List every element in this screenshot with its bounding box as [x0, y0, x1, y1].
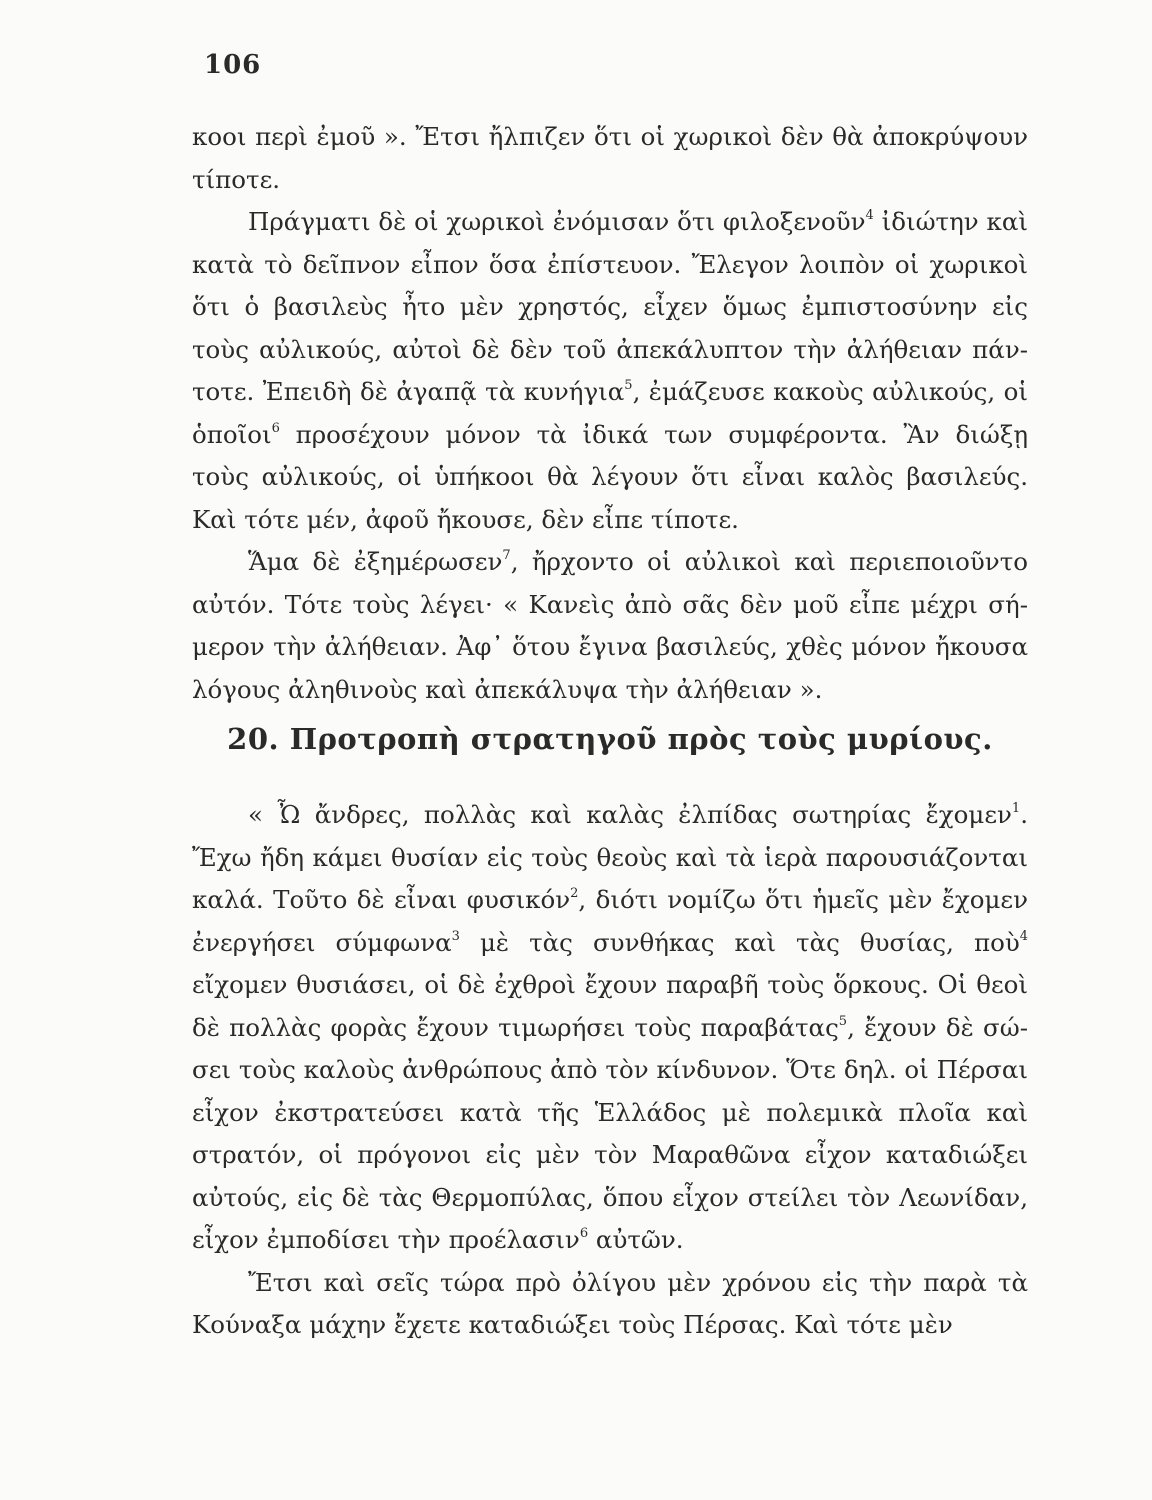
paragraph: [192, 201, 1028, 541]
footnote-marker: 7: [502, 548, 511, 563]
text-run: , ἐμάζευσε κακοὺς αὐλικούς, οἱ ὁποῖοι: [192, 377, 1028, 449]
footnote-marker: 6: [579, 1226, 589, 1241]
footnote-marker: 5: [838, 1013, 848, 1029]
footnote-marker: 2: [570, 886, 579, 901]
paragraph: [192, 1262, 1028, 1347]
footnote-marker: 1: [1011, 801, 1021, 816]
footnote-marker: 6: [271, 420, 280, 436]
paragraph: [192, 116, 1028, 201]
text-run: μὲ τὰς συνθήκας καὶ τὰς θυσίας, ποὺ: [459, 927, 1020, 957]
text-run: , ἔχουν δὲ σώσει τοὺς καλοὺς ἀνθρώπους ἀπὸ τὸν κίνδυνον. Ὅτε δηλ. οἱ Πέρσαι εἶχον ἐκστρατεύσει κατὰ τῆς Ἑλλάδος μὲ πολεμικὰ πλοῖα καὶ στρατόν, οἱ πρόγονοι εἰς μὲν τὸν Μαραθῶνα εἶχον καταδιώξει αὐτούς, εἰς δὲ τὰς Θερμοπύλας, ὅπου εἶχον στείλει τὸν Λεωνίδαν, εἶχον ἐμποδίσει τὴν προέλασιν: [192, 1012, 1028, 1254]
body-text-section-20: [192, 794, 1028, 1347]
text-run: κοοι περὶ ἐμοῦ ». Ἔτσι ἤλπιζεν ὅτι οἱ χωρικοὶ δὲν θὰ ἀποκρύψουν τίποτε.: [192, 122, 1028, 194]
text-run: προσέχουν μόνον τὰ ἰδικά των συμφέροντα. Ἂν διώξῃ τοὺς αὐλικούς, οἱ ὑπήκοοι θὰ λέγουν ὅτι εἶναι καλὸς βασιλεύς. Καὶ τότε μέν, ἀφοῦ ἤκουσε, δὲν εἶπε τίποτε.: [192, 419, 1028, 534]
text-run: Πράγματι δὲ οἱ χωρικοὶ ἐνόμισαν ὅτι φιλοξενοῦν: [248, 207, 866, 236]
text-run: αὐτῶν.: [588, 1225, 684, 1254]
paragraph: [192, 794, 1028, 1262]
text-run: Ἅμα δὲ ἐξημέρωσεν: [248, 547, 503, 576]
footnote-marker: 5: [624, 378, 633, 393]
footnote-marker: 4: [1019, 928, 1028, 944]
text-run: , ἤρχοντο οἱ αὐλικοὶ καὶ περιεποιοῦντο αὐτόν. Τότε τοὺς λέγει· « Κανεὶς ἀπὸ σᾶς δὲν μοῦ εἶπε μέχρι σήμερον τὴν ἀλήθειαν. Ἀφ᾽ ὅτου ἔγινα βασιλεύς, χθὲς μόνον ἤκουσα λόγους ἀληθινοὺς καὶ ἀπεκάλυψα τὴν ἀλήθειαν ».: [192, 547, 1028, 704]
section-heading: 20. Προτροπὴ στρατηγοῦ πρὸς τοὺς μυρίους.: [227, 722, 993, 756]
page-number: 106: [204, 50, 262, 80]
text-run: Ἔτσι καὶ σεῖς τώρα πρὸ ὀλίγου μὲν χρόνου εἰς τὴν παρὰ τὰ Κούναξα μάχην ἔχετε καταδιώξει τοὺς Πέρσας. Καὶ τότε μὲν: [192, 1267, 1028, 1339]
text-run: ἰδιώτην καὶ κατὰ τὸ δεῖπνον εἶπον ὅσα ἐπίστευον. Ἔλεγον λοιπὸν οἱ χωρικοὶ ὅτι ὁ βασιλεὺς ἦτο μὲν χρηστός, εἶχεν ὅμως ἐμπιστοσύνην εἰς τοὺς αὐλικούς, αὐτοὶ δὲ δὲν τοῦ ἀπεκάλυπτον τὴν ἀλήθειαν πάντοτε. Ἐπειδὴ δὲ ἀγαπᾷ τὰ κυνήγια: [192, 207, 1028, 406]
text-run: , διότι νομίζω ὅτι ἡμεῖς μὲν ἔχομεν ἐνεργήσει σύμφωνα: [192, 885, 1028, 957]
text-run: « Ὦ ἄνδρες, πολλὰς καὶ καλὰς ἐλπίδας σωτηρίας ἔχομεν: [248, 800, 1012, 829]
text-run: εἴχομεν θυσιάσει, οἱ δὲ ἐχθροὶ ἔχουν παραβῆ τοὺς ὅρκους. Οἱ θεοὶ δὲ πολλὰς φορὰς ἔχουν τιμωρήσει τοὺς παραβάτας: [192, 970, 1028, 1042]
body-text-before-section: [192, 116, 1028, 711]
paragraph: [192, 541, 1028, 711]
footnote-marker: 4: [865, 208, 874, 223]
text-run: . Ἔχω ἤδη κάμει θυσίαν εἰς τοὺς θεοὺς καὶ τὰ ἱερὰ παρουσιάζονται καλά. Τοῦτο δὲ εἶναι φυσικόν: [192, 800, 1028, 914]
footnote-marker: 3: [451, 928, 460, 944]
